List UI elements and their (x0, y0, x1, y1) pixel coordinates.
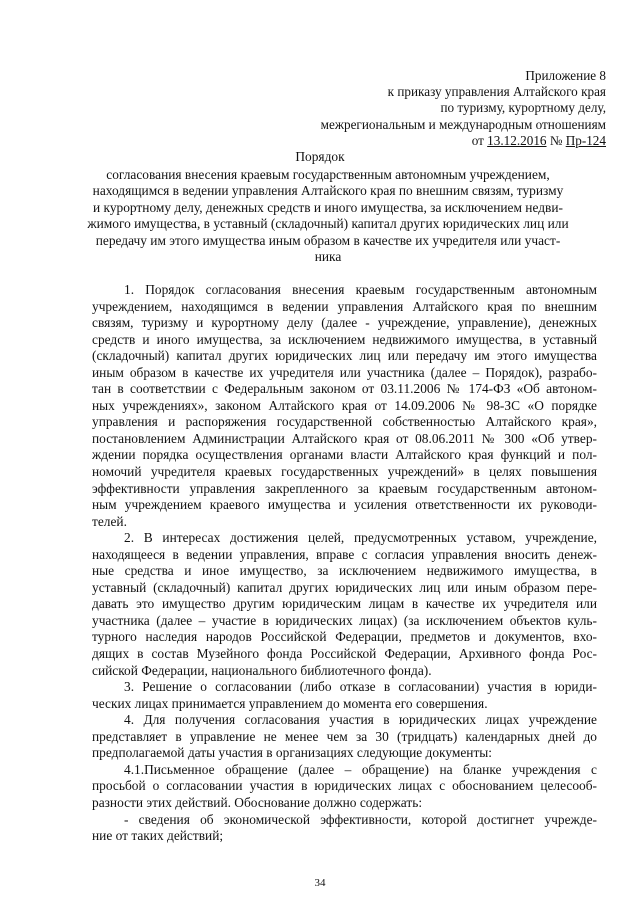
paragraph-line: предполагаемой даты участия в организациях следующие документы: (92, 745, 493, 761)
subtitle-line: жимого имущества, в уставный (складочный) капитал других юридических лиц или (87, 216, 569, 232)
paragraph-line: турного наследия народов Российской Федерации, предметов и документов, вхо- (92, 629, 597, 645)
page-number: 34 (314, 877, 326, 889)
date-prefix: от (471, 132, 488, 148)
paragraph-line: дящих в состав Музейного фонда Российской Федерации, Архивного фонда Рос- (92, 646, 597, 662)
paragraph-line: сийской Федерации, национального библиотечного фонда). (92, 662, 432, 678)
paragraph-line: номочий учредителя краевых государственных учреждений» в целях повышения (92, 464, 597, 480)
paragraph-line: ние от таких действий; (92, 828, 224, 844)
subtitle-line: ника (314, 249, 342, 265)
document-title: Порядок (295, 149, 345, 164)
paragraph-line: находящееся в ведении управления, вправе с согласия управления вносить денеж- (92, 546, 597, 562)
paragraph-line: просьбой о согласовании участия в юридических лицах с обоснованием целесооб- (92, 778, 597, 794)
order-number: Пр-124 (565, 132, 606, 148)
paragraph-line: постановлением Администрации Алтайского края от 08.06.2011 № 300 «Об утвер- (92, 430, 597, 446)
paragraph-line: связям, туризму и курортному делу (далее - учреждение, управление), денежных (92, 315, 597, 331)
paragraph (92, 679, 597, 712)
header-line: межрегиональным и международным отношениям (320, 116, 606, 132)
paragraph-line: давать это имущество другим юридическим лицам в качестве их учредителя или (92, 596, 597, 612)
paragraph-line: иным образом в качестве их учредителя или участника (далее – Порядок), разрабо- (92, 364, 597, 380)
paragraph-line: представляет в управление не менее чем за 30 (тридцать) календарных дней до (92, 728, 597, 744)
paragraph-line: управления и распоряжения государственной собственностью Алтайского края», (92, 414, 597, 430)
paragraph-line: учреждением, находящимся в ведении управления Алтайского края по внешним (92, 298, 597, 314)
document-subtitle (78, 167, 578, 265)
order-date: 13.12.2016 (487, 132, 547, 148)
paragraph-line: ческих лицах принимается управлением до момента его совершения. (92, 695, 488, 711)
paragraph-line: 3. Решение о согласовании (либо отказе в согласовании) участия в юриди- (124, 679, 597, 695)
subtitle-line: передачу им этого имущества иным образом в качестве их учредителя или участ- (95, 232, 561, 248)
paragraph (92, 812, 597, 845)
paragraph-line: 1. Порядок согласования внесения краевым государственным автономным (124, 282, 597, 297)
paragraph-line: 4.1.Письменное обращение (далее – обращение) на бланке учреждения с (124, 761, 597, 777)
document-body (92, 282, 597, 845)
paragraph-line: ным учреждением краевого имущества и усиления ответственности их руководи- (92, 497, 597, 513)
paragraph-line: ные средства и иное имущество, за исключением недвижимого имущества, в (92, 563, 597, 579)
subtitle-line: и курортному делу, денежных средств и иного имущества, за исключением недви- (93, 199, 563, 215)
paragraph-line: телей. (92, 513, 127, 529)
subtitle-line: согласования внесения краевым государственным автономным учреждением, (106, 167, 550, 182)
paragraph (92, 712, 597, 762)
subtitle-line: находящимся в ведении управления Алтайского края по внешним связям, туризму (92, 183, 564, 199)
paragraph-line: (складочный) капитал других юридических лиц или передачу им этого имущества (92, 348, 597, 364)
paragraph-line: - сведения об экономической эффективности, которой достигнет учрежде- (124, 811, 597, 827)
paragraph-line: средств и иного имущества, за исключением недвижимого имущества, в уставный (92, 331, 597, 347)
paragraph-line: разности этих действий. Обоснование должно содержать: (92, 794, 423, 810)
header-line: к приказу управления Алтайского края (387, 84, 606, 100)
number-prefix: № (546, 132, 566, 148)
paragraph-line: участника (далее – участие в юридических лицах) (за исключением объектов куль- (92, 612, 597, 628)
header-line: Приложение 8 (525, 68, 606, 83)
paragraph (92, 282, 597, 530)
paragraph-line: 4. Для получения согласования участия в юридических лицах учреждение (124, 712, 597, 728)
paragraph (92, 762, 597, 812)
appendix-header (166, 68, 606, 149)
paragraph-line: уставный (складочный) капитал других юридических лиц или иным образом пере- (92, 579, 597, 595)
header-line: по туризму, курортному делу, (440, 100, 606, 116)
paragraph-line: ждении порядка осуществления органами власти Алтайского края функций и пол- (92, 447, 597, 463)
paragraph-line: тан в соответствии с Федеральным законом от 03.11.2006 № 174-ФЗ «Об автоном- (92, 381, 597, 397)
paragraph (92, 530, 597, 679)
header-date-line (166, 133, 606, 149)
paragraph-line: эффективности управления закрепленного за краевым государственным автоном- (92, 480, 597, 496)
paragraph-line: ных учреждениях», законом Алтайского края от 14.09.2006 № 98-ЗС «О порядке (92, 397, 597, 413)
paragraph-line: 2. В интересах достижения целей, предусмотренных уставом, учреждение, (124, 530, 597, 546)
